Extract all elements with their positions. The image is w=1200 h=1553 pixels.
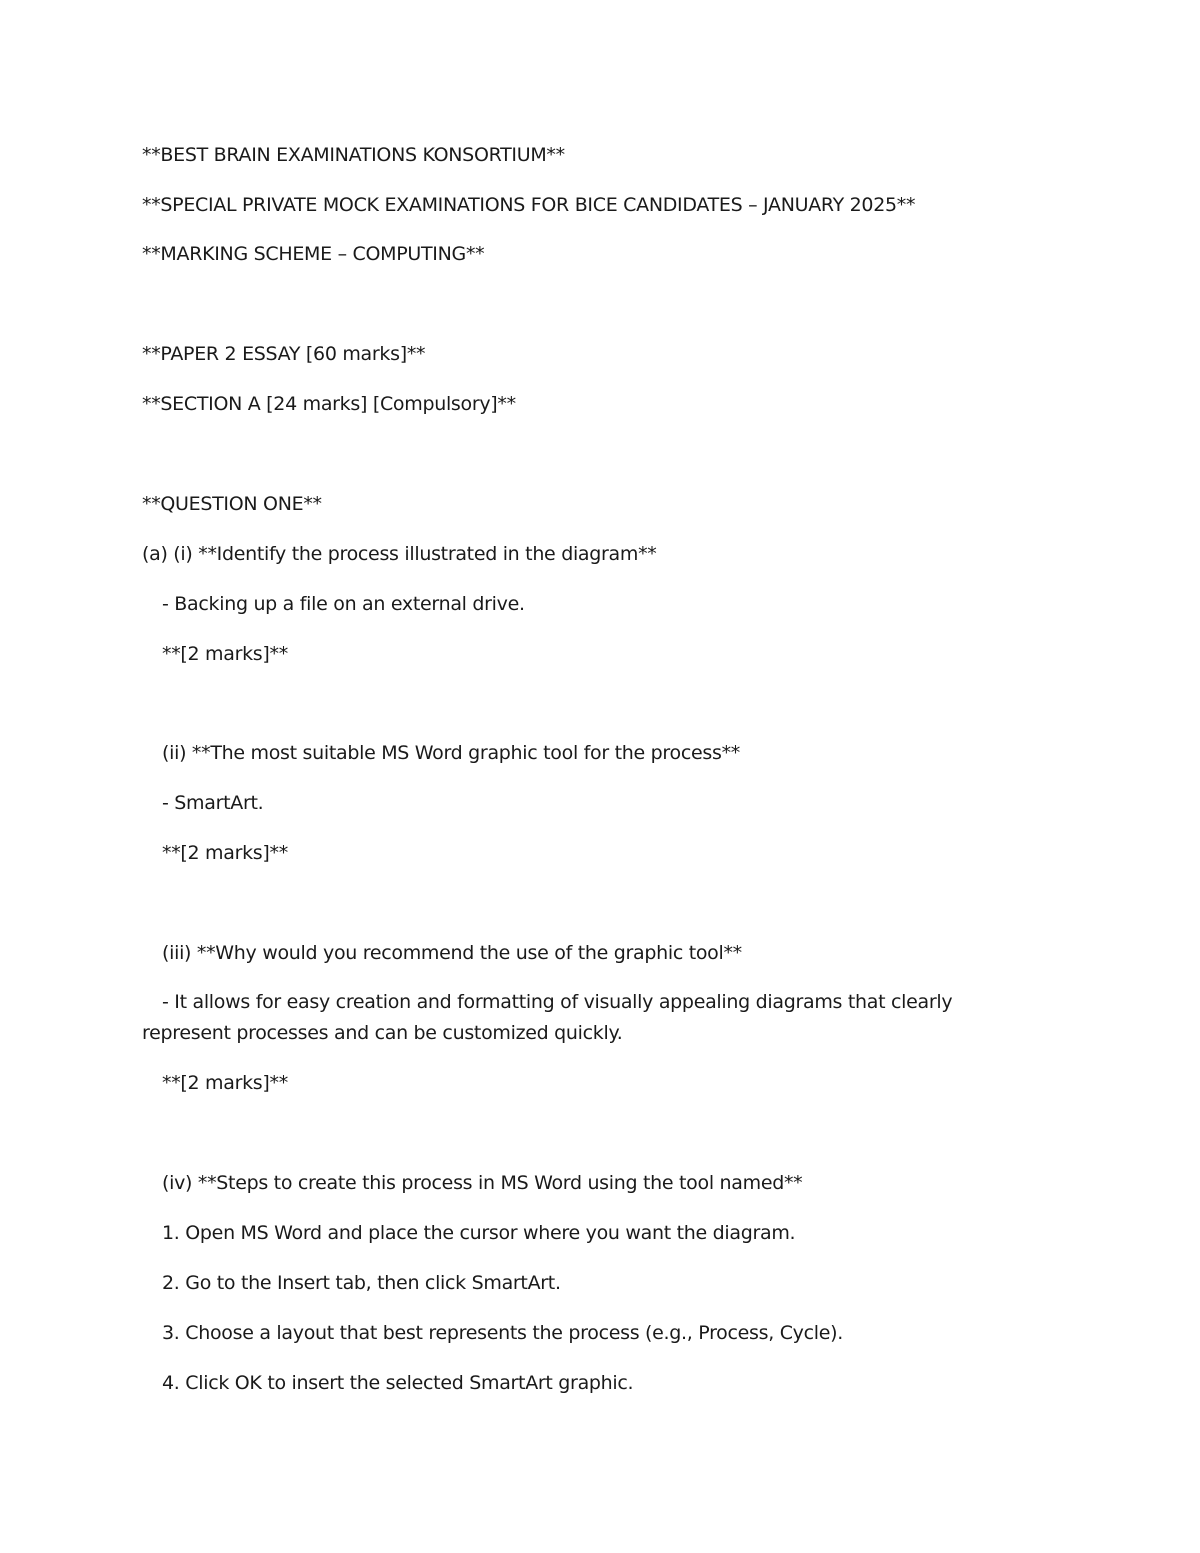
part-i-marks: **[2 marks]** xyxy=(162,643,288,665)
part-iii-answer-text: - It allows for easy creation and formatting of visually appealing diagrams that clearly represent processes and can be customized quickly. xyxy=(142,991,953,1044)
part-iv-prompt: (iv) **Steps to create this process in MS Word using the tool named** xyxy=(162,1172,803,1194)
section-title: **SECTION A [24 marks] [Compulsory]** xyxy=(142,393,516,415)
step-2: 2. Go to the Insert tab, then click SmartArt. xyxy=(162,1272,561,1294)
part-i-prompt: (a) (i) **Identify the process illustrated in the diagram** xyxy=(142,543,657,565)
step-3: 3. Choose a layout that best represents the process (e.g., Process, Cycle). xyxy=(162,1322,843,1344)
step-4: 4. Click OK to insert the selected SmartArt graphic. xyxy=(162,1372,634,1394)
part-ii-marks: **[2 marks]** xyxy=(162,842,288,864)
header-exam: **SPECIAL PRIVATE MOCK EXAMINATIONS FOR BICE CANDIDATES – JANUARY 2025** xyxy=(142,194,916,216)
part-ii-answer: - SmartArt. xyxy=(162,792,264,814)
part-iii-marks: **[2 marks]** xyxy=(162,1072,288,1094)
question-title: **QUESTION ONE** xyxy=(142,493,322,515)
part-i-answer: - Backing up a file on an external drive. xyxy=(162,593,525,615)
part-ii-prompt: (ii) **The most suitable MS Word graphic tool for the process** xyxy=(162,742,740,764)
step-1: 1. Open MS Word and place the cursor where you want the diagram. xyxy=(162,1222,796,1244)
part-iii-prompt: (iii) **Why would you recommend the use of the graphic tool** xyxy=(162,942,742,964)
paper-title: **PAPER 2 ESSAY [60 marks]** xyxy=(142,343,426,365)
part-iii-answer xyxy=(142,987,1002,1049)
header-scheme: **MARKING SCHEME – COMPUTING** xyxy=(142,243,485,265)
header-org: **BEST BRAIN EXAMINATIONS KONSORTIUM** xyxy=(142,144,565,166)
